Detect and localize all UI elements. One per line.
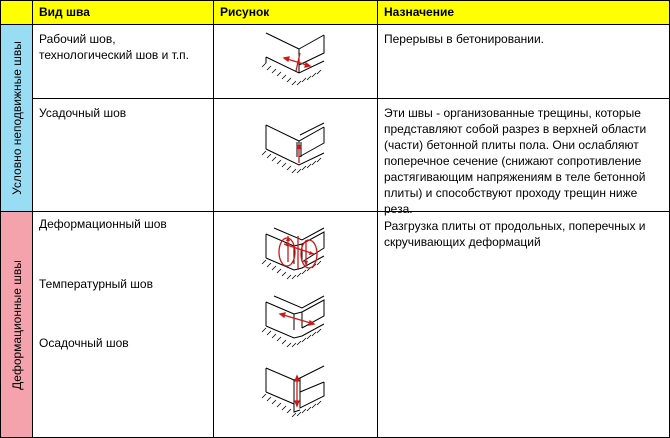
header-corner bbox=[0, 0, 33, 25]
shrinkage-joint-sketch bbox=[214, 99, 377, 211]
type-temperature: Температурный шов bbox=[39, 277, 153, 291]
temperature-joint-sketch bbox=[214, 288, 377, 362]
header-figure: Рисунок bbox=[213, 0, 378, 25]
row-working-purpose: Перерывы в бетонировании. bbox=[377, 24, 670, 99]
group-label-deformation-text: Деформационные швы bbox=[9, 259, 24, 390]
type-deformation: Деформационный шов bbox=[39, 217, 167, 231]
deformation-joint-sketch bbox=[214, 214, 377, 288]
working-joint-sketch bbox=[214, 25, 377, 98]
group-label-fixed-text: Условно неподвижные швы bbox=[9, 41, 24, 195]
row-shrinkage-type: Усадочный шов bbox=[32, 98, 214, 212]
row-deformation-figures bbox=[213, 211, 378, 438]
row-deformation-purpose: Разгрузка плиты от продольных, поперечных и скручивающих деформаций bbox=[377, 211, 670, 438]
group-label-fixed bbox=[0, 24, 33, 212]
row-deformation-types bbox=[32, 211, 214, 438]
type-settlement: Осадочный шов bbox=[39, 336, 129, 350]
settlement-joint-sketch bbox=[214, 362, 377, 436]
row-working-figure bbox=[213, 24, 378, 99]
row-shrinkage-figure bbox=[213, 98, 378, 212]
header-purpose: Назначение bbox=[377, 0, 670, 25]
group-label-deformation bbox=[0, 211, 33, 438]
row-shrinkage-purpose: Эти швы - организованные трещины, которые представляют собой разрез в верхней области (части) бетонной плиты пола. Они ослабляют поперечное сечение (снижают сопротивление растягивающим напряжениям в теле бетонной плиты) и способствуют проходу трещин ниже реза. bbox=[377, 98, 670, 212]
row-working-type: Рабочий шов, технологический шов и т.п. bbox=[32, 24, 214, 99]
header-type: Вид шва bbox=[32, 0, 214, 25]
